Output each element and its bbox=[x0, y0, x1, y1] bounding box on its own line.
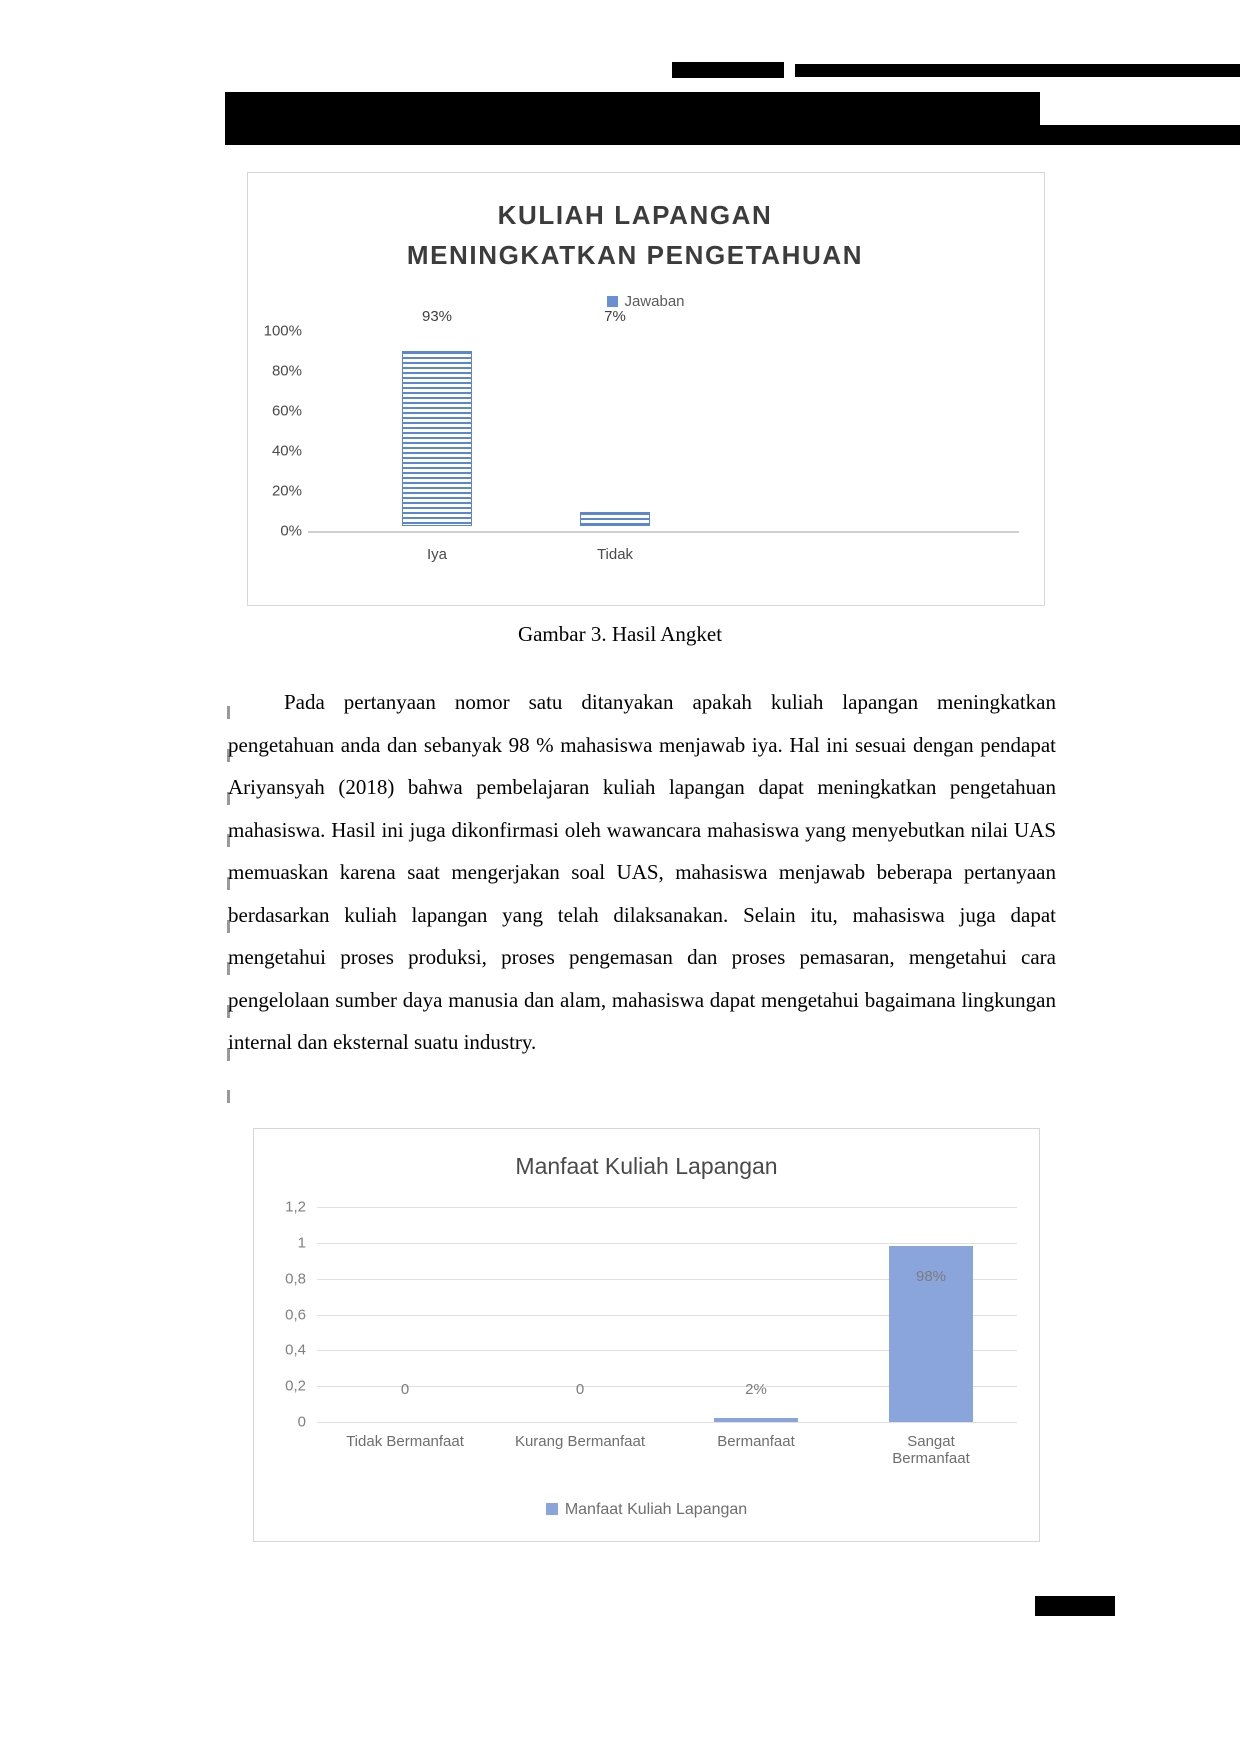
x-axis-line bbox=[308, 531, 1019, 533]
bar-bermanfaat bbox=[714, 1418, 798, 1422]
x-category-label: Tidak bbox=[596, 546, 634, 563]
redacted-title-band bbox=[225, 92, 1040, 125]
bar-tidak bbox=[580, 512, 650, 526]
chart-legend bbox=[248, 293, 1044, 310]
redacted-header-mark bbox=[672, 62, 784, 78]
y-tick-label: 0% bbox=[280, 522, 302, 540]
y-tick-label: 0,6 bbox=[285, 1306, 306, 1323]
bar-value-label: 0 bbox=[400, 1381, 410, 1398]
bar-value-label: 7% bbox=[604, 308, 626, 325]
figure-caption: Gambar 3. Hasil Angket bbox=[517, 622, 723, 646]
bar-value-label: 2% bbox=[745, 1381, 767, 1398]
y-tick-label: 1 bbox=[297, 1234, 306, 1252]
legend-label: Manfaat Kuliah Lapangan bbox=[564, 1501, 748, 1518]
bar-iya bbox=[402, 351, 472, 526]
y-axis-labels bbox=[254, 1198, 306, 1431]
chart-legend bbox=[254, 1501, 1039, 1519]
margin-tick bbox=[227, 1090, 230, 1103]
x-category-label: Kurang Bermanfaat bbox=[514, 1433, 646, 1450]
y-tick-label: 1,2 bbox=[285, 1198, 306, 1216]
redacted-header-rule bbox=[795, 64, 1240, 77]
redacted-title-band-secondary bbox=[225, 125, 1240, 145]
x-category-label: Tidak Bermanfaat bbox=[346, 1433, 464, 1450]
chart-plot-area bbox=[308, 308, 1019, 563]
body-paragraph: Pada pertanyaan nomor satu ditanyakan apakah kuliah lapangan meningkatkan pengetahuan anda dan sebanyak 98 % mahasiswa menjawab iya. Hal ini sesuai dengan pendapat Ariyansyah (2018) bahwa pembelajaran kuliah lapangan dapat meningkatkan pengetahuan mahasiswa. Hasil ini juga dikonfirmasi oleh wawancara mahasiswa yang menyebutkan nilai UAS memuaskan karena saat mengerjakan soal UAS, mahasiswa menjawab beberapa pertanyaan berdasarkan kuliah lapangan yang telah dilaksanakan. Selain itu, mahasiswa juga dapat mengetahui proses produksi, proses pengemasan dan proses pemasaran, mengetahui cara pengelolaan sumber daya manusia dan alam, mahasiswa dapat mengetahui bagaimana lingkungan internal dan eksternal suatu industry. bbox=[228, 690, 1056, 1054]
y-tick-label: 0 bbox=[297, 1413, 306, 1431]
legend-label: Jawaban bbox=[624, 293, 685, 310]
y-tick-label: 40% bbox=[271, 442, 302, 460]
y-tick-label: 80% bbox=[271, 362, 302, 380]
y-axis-labels bbox=[248, 322, 302, 540]
gridline bbox=[317, 1207, 1017, 1208]
chart-title-line1: KULIAH LAPANGAN bbox=[497, 200, 773, 230]
x-axis-line bbox=[317, 1422, 1017, 1423]
legend-swatch-icon bbox=[546, 1503, 558, 1515]
bar-value-label: 0 bbox=[575, 1381, 585, 1398]
y-tick-label: 100% bbox=[263, 322, 302, 340]
figure-manfaat-kuliah-lapangan-chart bbox=[253, 1128, 1040, 1542]
y-tick-label: 60% bbox=[271, 402, 302, 420]
x-category-label: Bermanfaat bbox=[717, 1433, 795, 1450]
bar-value-label: 98% bbox=[915, 1268, 947, 1285]
figure-kuliah-lapangan-chart bbox=[247, 172, 1045, 606]
chart-title: Manfaat Kuliah Lapangan bbox=[515, 1153, 778, 1179]
x-category-label: Iya bbox=[426, 546, 448, 563]
y-tick-label: 20% bbox=[271, 482, 302, 500]
chart-plot-area bbox=[317, 1207, 1017, 1467]
x-category-label: Sangat Bermanfaat bbox=[892, 1433, 970, 1467]
chart-title-line2: MENINGKATKAN PENGETAHUAN bbox=[406, 240, 864, 271]
gridline bbox=[317, 1243, 1017, 1244]
chart-title bbox=[248, 195, 1022, 276]
redacted-footer-mark bbox=[1035, 1596, 1115, 1616]
legend-swatch-icon bbox=[607, 296, 618, 307]
y-tick-label: 0,8 bbox=[285, 1270, 306, 1288]
bar-value-label: 93% bbox=[421, 308, 453, 325]
y-tick-label: 0,4 bbox=[285, 1341, 306, 1359]
y-tick-label: 0,2 bbox=[285, 1377, 306, 1395]
